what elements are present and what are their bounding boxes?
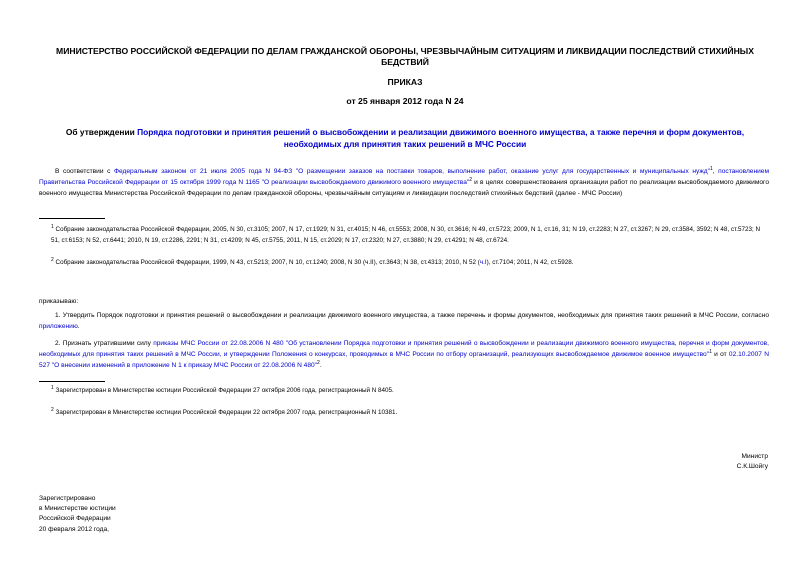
order-item-1: [39, 310, 769, 332]
footnote-mark-1[interactable]: 1: [709, 165, 713, 172]
registration-block: [39, 494, 239, 535]
footnote-3-mark: 1: [51, 384, 54, 391]
preamble-start: В соответствии с: [55, 168, 114, 175]
footnote-4-text: Зарегистрирован в Министерстве юстиции Российской Федерации 22 октября 2007 года, регистрационный N 10381.: [53, 409, 398, 416]
order-item-2-end: .: [319, 362, 322, 370]
registration-line-2: в Министерстве юстиции: [39, 505, 116, 513]
footnote-mark-3[interactable]: 1: [709, 349, 712, 356]
footnote-2-mark: 2: [51, 256, 54, 263]
preamble-sep: ,: [712, 168, 719, 175]
ministry-line-2: БЕДСТВИЙ: [381, 57, 429, 67]
registration-line-1: Зарегистрировано: [39, 495, 96, 502]
footnote-3: [51, 386, 769, 397]
government-decree-link[interactable]: постановлением Правительства Российской Федерации от 15 октября 1999 года N 1165 "О реализации высвобождаемого движимого военного имущества": [39, 168, 770, 187]
footnote-2: [51, 258, 769, 269]
footnote-4-mark: 2: [51, 406, 54, 413]
footnote-2-link[interactable]: ч.I: [479, 259, 487, 266]
footnote-mark-2[interactable]: 2: [469, 177, 472, 184]
doc-type: ПРИКАЗ: [387, 77, 423, 87]
footnote-2-text-b: ), ст.7104; 2011, N 42, ст.5928.: [486, 259, 574, 266]
footnote-1-text: Собрание законодательства Российской Федерации, 2005, N 30, ст.3105; 2007, N 17, ст.1929; N 31, ст.4015; N 46, ст.5553; 2008, N 30, ст.3616; N 49, ст.5723; 2009, N 1, ст.16, 31; N 19, ст.2283; N 27, ст.3267; N 29, ст.3584, 3592; N 48, ст.5723; N 51, ст.6153; N 52, ст.6441; 2010, N 19, ст.2286, 2291; N 31, ст.4209; N 45, ст.5755, 2011, N 15, ст.2029; N 17, ст.2320; N 27, ст.3880; N 29, ст.4291; N 48, ст.6724.: [51, 226, 761, 244]
signature-block: [600, 452, 768, 472]
order-item-1-end: .: [77, 323, 80, 331]
footnote-mark-4[interactable]: 2: [317, 360, 320, 367]
federal-law-link[interactable]: Федеральным законом от 21 июля 2005 года N 94-ФЗ "О размещении заказов на поставки товаров, выполнение работ, оказание услуг для государственных и муниципальных нужд": [113, 168, 710, 175]
signature-name: С.К.Шойгу: [736, 463, 768, 470]
prikazyvayu: приказываю:: [39, 298, 79, 305]
signature-position: Министр: [741, 453, 768, 460]
title-prefix: Об утверждении: [65, 127, 138, 137]
order-item-2-start: 2. Признать утратившими силу: [55, 340, 154, 347]
ministry-line-1: МИНИСТЕРСТВО РОССИЙСКОЙ ФЕДЕРАЦИИ ПО ДЕЛАМ ГРАЖДАНСКОЙ ОБОРОНЫ, ЧРЕЗВЫЧАЙНЫМ СИТУАЦИЯМ И ЛИКВИДАЦИИ ПОСЛЕДСТВИЙ СТИХИЙНЫХ: [56, 46, 754, 56]
title-link[interactable]: Порядка подготовки и принятия решений о высвобождении и реализации движимого военного имущества, а также перечня и форм документов,: [137, 127, 745, 137]
registration-line-3: Российской Федерации: [39, 515, 111, 523]
title-line-1: [30, 126, 780, 138]
ministry-heading: [30, 46, 780, 68]
preamble-paragraph: [39, 166, 769, 200]
order-item-1-text: 1. Утвердить Порядок подготовки и принятия решений о высвобождении и реализации движимого военного имущества, а также перечень и формы документов, необходимых для принятия таких решений в МЧС России, согласно: [55, 312, 769, 319]
footnote-1-mark: 1: [51, 223, 54, 230]
footnote-1: [51, 225, 769, 247]
appendix-link[interactable]: приложению: [39, 323, 78, 331]
doc-date-number: от 25 января 2012 года N 24: [346, 96, 464, 106]
registration-line-4: 20 февраля 2012 года,: [39, 525, 109, 533]
title-link-cont[interactable]: необходимых для принятия таких решений в МЧС России: [283, 139, 527, 149]
footnote-divider-2: [39, 381, 105, 382]
footnote-2-text-a: Собрание законодательства Российской Федерации, 1999, N 43, ст.5213; 2007, N 10, ст.1240; 2008, N 30 (ч.II), ст.3643; N 38, ст.4313; 2010, N 52 (: [53, 259, 480, 266]
order-item-2: [39, 338, 769, 372]
document-title: [30, 126, 780, 150]
footnote-3-text: Зарегистрирован в Министерстве юстиции Российской Федерации 27 октября 2006 года, регистрационный N 8405.: [53, 387, 394, 394]
order-527-link[interactable]: 02.10.2007 N 527 "О внесении изменений в приложение N 1 к приказу МЧС России от 22.08.2006 N 480": [39, 351, 769, 370]
footnote-4: [51, 408, 769, 419]
preamble-rest: и в целях совершенствования организации работ по реализации высвобождаемого движимого военного имущества Министерства Российской Федерации по делам гражданской обороны, чрезвычайным ситуациям и ликвидации последствий стихийных бедствий (далее - МЧС России): [39, 179, 769, 198]
footnote-divider-1: [39, 218, 105, 219]
order-item-2-mid: и от: [711, 351, 729, 359]
order-480-link[interactable]: приказы МЧС России от 22.08.2006 N 480 "Об установлении Порядка подготовки и принятия решений о высвобождении и реализации движимого военного имущества, перечня и форм документов, необходимых для принятия таких решений в МЧС России, и утверждении Положения о конкурсах, проводимых в МЧС России по отбору организаций, реализующих высвобождаемое движимое военное имущество": [39, 340, 769, 359]
